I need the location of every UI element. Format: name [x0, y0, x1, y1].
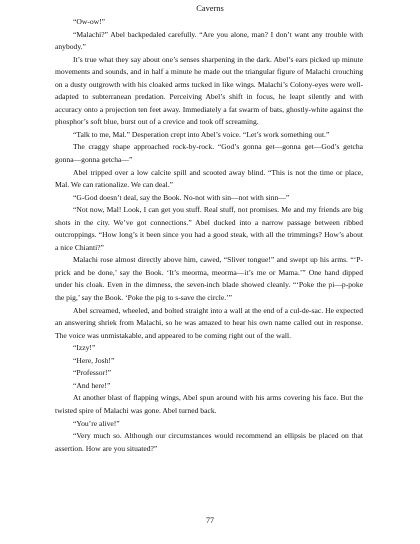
paragraph: “Not now, Mal! Look, I can get you stuff. Real stuff, not promises. Me and my friends are big shots in the city. We’ve got connections.” Abel ducked into a narrow passage between ribbed outcroppings. “How long’s it been since you had a good steak, with all the trimmings? How’s about a nice Chianti?” [55, 205, 363, 252]
running-header: Caverns [196, 4, 224, 13]
paragraph: “Talk to me, Mal.” Desperation crept into Abel’s voice. “Let’s work something out.” [73, 129, 330, 139]
paragraph: “Professor!” [73, 368, 111, 378]
paragraph: Malachi rose almost directly above him, cawed, “Sliver tongue!” and swept up his arms. “‘P-prick and be done,’ say the Book. ‘It’s meorma, meorma—it’s me or Mama.’” One hand dipped under his cloak. Even in the dimness, the seven-inch blade showed cleanly. “‘Poke the pi—p-poke the pig,’ say the Book. ‘Poke the pig to s-save the circle.’” [55, 255, 363, 303]
paragraph: “Izzy!” [73, 343, 96, 353]
paragraph: “You’re alive!” [73, 418, 120, 428]
paragraph: “And here!” [73, 380, 111, 390]
paragraph: “G-God doesn’t deal, say the Book. No-not with sin—not with sinn—” [73, 192, 290, 202]
paragraph: It’s true what they say about one’s senses sharpening in the dark. Abel’s ears picked up minute movements and sounds, and in half a minute he made out the triangular figure of Malachi crouching on a dusty outgrowth with his cloaked arms tucked in like wings. Malachi’s Colony-eyes were well-adapted to subterranean predation. Perceiving Abel’s shift in focus, he leapt silently and with accuracy onto a projection ten feet away. Immediately a fat swarm of bats, ghostly-white against the phosphor’s soft blue, burst out of a crevice and took off screaming. [55, 54, 363, 127]
paragraph: “Here, Josh!” [73, 355, 115, 365]
paragraph: Abel tripped over a low calcite spill and scooted away blind. “This is not the time or place, Mal. We can rationalize. We can deal.” [55, 167, 363, 190]
paragraph: “Very much so. Although our circumstances would recommend an ellipsis be placed on that assertion. How are you situated?” [55, 431, 363, 453]
paragraph: “Malachi?” Abel backpedaled carefully. “Are you alone, man? I don’t want any trouble with anybody.” [55, 29, 363, 52]
page-number: 77 [206, 516, 214, 525]
paragraph: Abel screamed, wheeled, and bolted straight into a wall at the end of a cul-de-sac. He expected an answering shriek from Malachi, so he was amazed to hear his own name called out in response. The voice was unmistakable, and appeared to be coming right out of the wall. [55, 305, 363, 340]
page-body [55, 16, 363, 455]
paragraph: “Ow-ow!” [73, 17, 106, 26]
paragraph: At another blast of flapping wings, Abel spun around with his arms covering his face. But the twisted spire of Malachi was gone. Abel turned back. [55, 393, 363, 415]
paragraph: The craggy shape approached rock-by-rock. “God’s gonna get—gonna get—God’s getcha gonna—gonna getcha—” [55, 142, 363, 165]
